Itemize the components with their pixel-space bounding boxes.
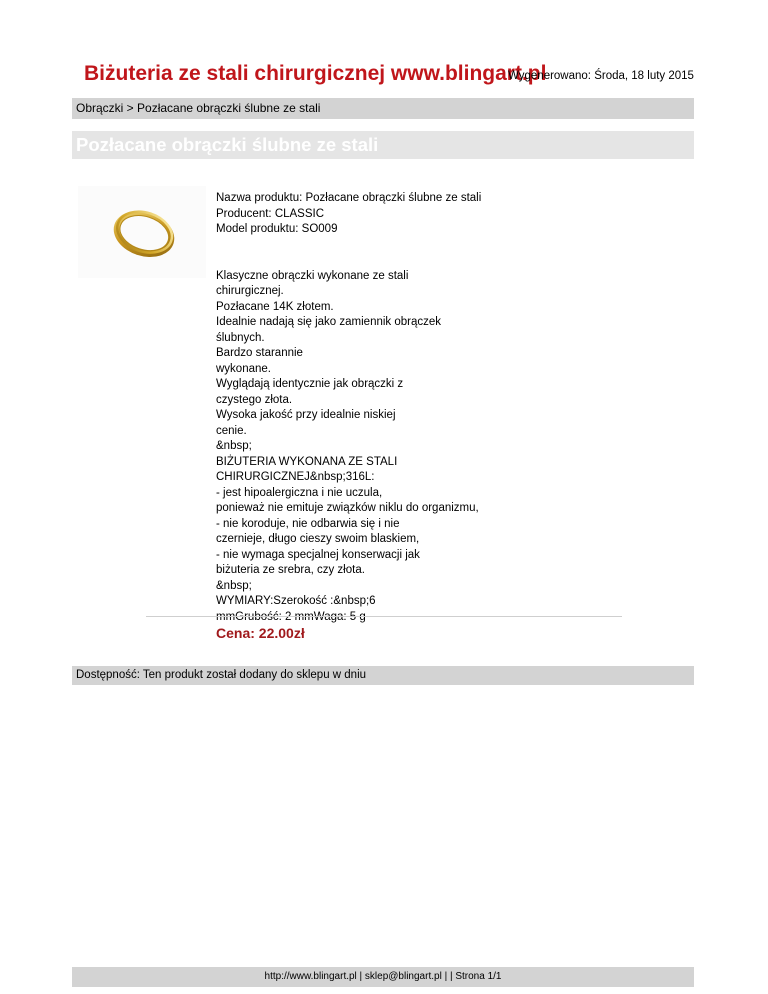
description-line: CHIRURGICZNEJ&nbsp;316L:	[216, 471, 375, 483]
description-line: Wysoka jakość przy idealnie niskiej	[216, 409, 396, 421]
gold-ring-icon	[78, 186, 206, 278]
breadcrumb: Obrączki > Pozłacane obrączki ślubne ze stali	[72, 98, 694, 119]
description-line: BIŻUTERIA WYKONANA ZE STALI	[216, 455, 398, 468]
page-title: Pozłacane obrączki ślubne ze stali	[72, 131, 694, 159]
description-line: WYMIARY:Szerokość :&nbsp;6	[216, 595, 376, 607]
divider	[146, 616, 622, 617]
description-line: cenie.	[216, 424, 247, 437]
description-line: &nbsp;	[216, 440, 252, 452]
site-title: Biżuteria ze stali chirurgicznej www.blingart.pl	[84, 62, 547, 85]
description-line: wykonane.	[216, 362, 271, 375]
description-line: Bardzo starannie	[216, 347, 303, 359]
description-line: Pozłacane 14K złotem.	[216, 300, 334, 313]
availability-bar: Dostępność: Ten produkt został dodany do sklepu w dniu	[72, 666, 694, 685]
generated-date: Wygenerowano: Środa, 18 luty 2015	[508, 70, 694, 82]
description-line: - nie wymaga specjalnej konserwacji jak	[216, 548, 420, 561]
description-line: Idealnie nadają się jako zamiennik obrączek	[216, 316, 442, 328]
product-price: Cena: 22.00zł	[216, 625, 305, 641]
description-line: ponieważ nie emituje związków niklu do organizmu,	[216, 502, 479, 514]
product-model: Model produktu: SO009	[216, 223, 338, 235]
product-details	[216, 191, 616, 642]
description-line: &nbsp;	[216, 579, 252, 592]
product-description	[216, 269, 616, 626]
product-producer: Producent: CLASSIC	[216, 207, 325, 220]
description-line: - jest hipoalergiczna i nie uczula,	[216, 486, 383, 499]
description-line: czernieje, długo cieszy swoim blaskiem,	[216, 533, 420, 545]
description-line: biżuteria ze srebra, czy złota.	[216, 564, 365, 576]
description-line: Wyglądają identycznie jak obrączki z	[216, 378, 404, 390]
description-line: czystego złota.	[216, 393, 293, 406]
footer: http://www.blingart.pl | sklep@blingart.pl | | Strona 1/1	[72, 967, 694, 987]
description-line: chirurgicznej.	[216, 285, 284, 297]
description-line: - nie koroduje, nie odbarwia się i nie	[216, 517, 400, 530]
product-name: Nazwa produktu: Pozłacane obrączki ślubne ze stali	[216, 192, 482, 204]
description-line: mmGrubość: 2 mmWaga: 5 g	[216, 610, 366, 623]
description-line: Klasyczne obrączki wykonane ze stali	[216, 269, 409, 282]
product-image	[78, 186, 206, 278]
description-line: ślubnych.	[216, 331, 265, 344]
